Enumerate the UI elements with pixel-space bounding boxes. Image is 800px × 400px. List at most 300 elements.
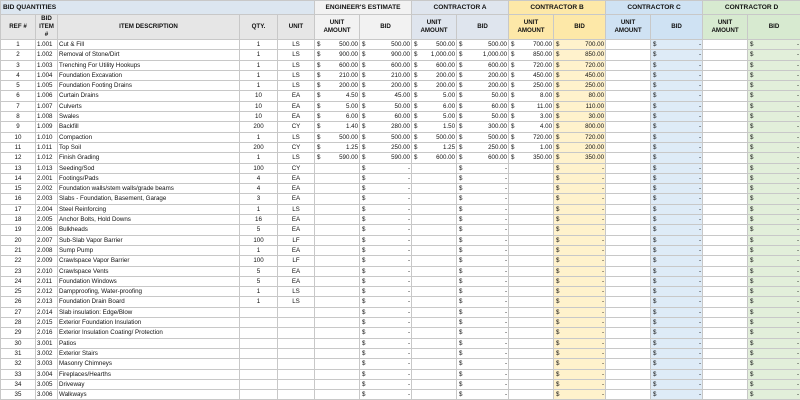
- d-unit-amount-cell[interactable]: [703, 245, 748, 255]
- a-unit-amount-cell[interactable]: [412, 379, 457, 389]
- b-unit-amount-cell[interactable]: [509, 153, 554, 163]
- b-bid-cell[interactable]: [554, 307, 606, 317]
- d-bid-cell[interactable]: [748, 256, 800, 266]
- d-unit-amount-cell[interactable]: [703, 338, 748, 348]
- d-unit-amount-cell[interactable]: [703, 266, 748, 276]
- a-bid-cell[interactable]: [457, 390, 509, 400]
- ref-cell[interactable]: 24: [1, 276, 36, 286]
- eng-bid-cell[interactable]: [360, 204, 412, 214]
- b-unit-amount-cell[interactable]: [509, 276, 554, 286]
- description-cell[interactable]: Patios: [58, 338, 240, 348]
- d-bid-cell[interactable]: [748, 153, 800, 163]
- description-cell[interactable]: Exterior Foundation Insulation: [58, 318, 240, 328]
- ref-cell[interactable]: 29: [1, 328, 36, 338]
- d-bid-cell[interactable]: [748, 348, 800, 358]
- c-bid-cell[interactable]: [651, 390, 703, 400]
- eng-bid-cell[interactable]: [360, 328, 412, 338]
- b-bid-cell[interactable]: [554, 235, 606, 245]
- c-bid-cell[interactable]: [651, 153, 703, 163]
- eng-unit-amount-cell[interactable]: [315, 245, 360, 255]
- bid-item-cell[interactable]: 2.004: [36, 204, 58, 214]
- a-unit-amount-cell[interactable]: [412, 348, 457, 358]
- c-unit-amount-cell[interactable]: [606, 225, 651, 235]
- a-unit-amount-cell[interactable]: [412, 287, 457, 297]
- description-cell[interactable]: Cut & Fill: [58, 40, 240, 50]
- eng-bid-cell[interactable]: [360, 91, 412, 101]
- c-bid-cell[interactable]: [651, 184, 703, 194]
- d-unit-amount-cell[interactable]: [703, 379, 748, 389]
- d-bid-cell[interactable]: [748, 276, 800, 286]
- eng-unit-amount-cell[interactable]: [315, 256, 360, 266]
- ref-cell[interactable]: 3: [1, 60, 36, 70]
- eng-bid-cell[interactable]: [360, 318, 412, 328]
- b-unit-amount-cell[interactable]: [509, 112, 554, 122]
- b-unit-amount-cell[interactable]: [509, 390, 554, 400]
- ref-cell[interactable]: 4: [1, 70, 36, 80]
- d-bid-cell[interactable]: [748, 338, 800, 348]
- d-unit-amount-cell[interactable]: [703, 142, 748, 152]
- ref-cell[interactable]: 13: [1, 163, 36, 173]
- c-bid-cell[interactable]: [651, 60, 703, 70]
- bid-item-cell[interactable]: 3.005: [36, 379, 58, 389]
- c-unit-amount-cell[interactable]: [606, 379, 651, 389]
- a-bid-cell[interactable]: [457, 215, 509, 225]
- qty-cell[interactable]: 100: [240, 256, 278, 266]
- eng-unit-amount-cell[interactable]: [315, 81, 360, 91]
- c-unit-amount-cell[interactable]: [606, 122, 651, 132]
- bid-item-cell[interactable]: 1.006: [36, 91, 58, 101]
- b-bid-cell[interactable]: [554, 184, 606, 194]
- a-bid-cell[interactable]: [457, 70, 509, 80]
- c-bid-cell[interactable]: [651, 328, 703, 338]
- c-bid-cell[interactable]: [651, 348, 703, 358]
- d-unit-amount-cell[interactable]: [703, 276, 748, 286]
- unit-cell[interactable]: LS: [278, 40, 315, 50]
- eng-unit-amount-cell[interactable]: [315, 369, 360, 379]
- b-bid-cell[interactable]: [554, 390, 606, 400]
- d-unit-amount-cell[interactable]: [703, 40, 748, 50]
- b-bid-cell[interactable]: [554, 50, 606, 60]
- ref-cell[interactable]: 11: [1, 142, 36, 152]
- c-unit-amount-cell[interactable]: [606, 81, 651, 91]
- ref-cell[interactable]: 5: [1, 81, 36, 91]
- b-unit-amount-cell[interactable]: [509, 142, 554, 152]
- b-unit-amount-cell[interactable]: [509, 163, 554, 173]
- c-bid-cell[interactable]: [651, 50, 703, 60]
- eng-unit-amount-cell[interactable]: [315, 215, 360, 225]
- d-bid-cell[interactable]: [748, 235, 800, 245]
- unit-cell[interactable]: LS: [278, 297, 315, 307]
- a-unit-amount-cell[interactable]: [412, 194, 457, 204]
- a-unit-amount-cell[interactable]: [412, 112, 457, 122]
- c-bid-cell[interactable]: [651, 132, 703, 142]
- a-bid-cell[interactable]: [457, 122, 509, 132]
- a-unit-amount-cell[interactable]: [412, 81, 457, 91]
- a-unit-amount-cell[interactable]: [412, 122, 457, 132]
- eng-bid-cell[interactable]: [360, 359, 412, 369]
- unit-cell[interactable]: CY: [278, 163, 315, 173]
- qty-cell[interactable]: [240, 307, 278, 317]
- bid-item-cell[interactable]: 2.003: [36, 194, 58, 204]
- c-bid-cell[interactable]: [651, 369, 703, 379]
- eng-unit-amount-cell[interactable]: [315, 235, 360, 245]
- bid-item-cell[interactable]: 1.002: [36, 50, 58, 60]
- description-cell[interactable]: Crawlspace Vents: [58, 266, 240, 276]
- description-cell[interactable]: Walkways: [58, 390, 240, 400]
- ref-cell[interactable]: 7: [1, 101, 36, 111]
- b-bid-cell[interactable]: [554, 70, 606, 80]
- bid-item-cell[interactable]: 1.007: [36, 101, 58, 111]
- b-bid-cell[interactable]: [554, 153, 606, 163]
- b-unit-amount-cell[interactable]: [509, 70, 554, 80]
- d-bid-cell[interactable]: [748, 40, 800, 50]
- a-bid-cell[interactable]: [457, 101, 509, 111]
- qty-cell[interactable]: [240, 348, 278, 358]
- c-bid-cell[interactable]: [651, 101, 703, 111]
- c-bid-cell[interactable]: [651, 194, 703, 204]
- d-unit-amount-cell[interactable]: [703, 235, 748, 245]
- a-bid-cell[interactable]: [457, 348, 509, 358]
- eng-bid-cell[interactable]: [360, 60, 412, 70]
- a-unit-amount-cell[interactable]: [412, 338, 457, 348]
- eng-bid-cell[interactable]: [360, 70, 412, 80]
- description-cell[interactable]: Steel Reinforcing: [58, 204, 240, 214]
- b-bid-cell[interactable]: [554, 163, 606, 173]
- b-bid-cell[interactable]: [554, 379, 606, 389]
- d-bid-cell[interactable]: [748, 70, 800, 80]
- bid-item-cell[interactable]: 3.006: [36, 390, 58, 400]
- qty-cell[interactable]: 5: [240, 276, 278, 286]
- eng-unit-amount-cell[interactable]: [315, 122, 360, 132]
- eng-unit-amount-cell[interactable]: [315, 348, 360, 358]
- eng-bid-cell[interactable]: [360, 297, 412, 307]
- d-unit-amount-cell[interactable]: [703, 369, 748, 379]
- description-cell[interactable]: Culverts: [58, 101, 240, 111]
- unit-cell[interactable]: EA: [278, 184, 315, 194]
- qty-cell[interactable]: 4: [240, 184, 278, 194]
- ref-cell[interactable]: 12: [1, 153, 36, 163]
- a-unit-amount-cell[interactable]: [412, 184, 457, 194]
- b-unit-amount-cell[interactable]: [509, 318, 554, 328]
- eng-bid-cell[interactable]: [360, 235, 412, 245]
- ref-cell[interactable]: 27: [1, 307, 36, 317]
- b-unit-amount-cell[interactable]: [509, 91, 554, 101]
- description-cell[interactable]: Finish Grading: [58, 153, 240, 163]
- ref-cell[interactable]: 33: [1, 369, 36, 379]
- c-unit-amount-cell[interactable]: [606, 215, 651, 225]
- b-bid-cell[interactable]: [554, 194, 606, 204]
- eng-unit-amount-cell[interactable]: [315, 225, 360, 235]
- d-bid-cell[interactable]: [748, 307, 800, 317]
- b-unit-amount-cell[interactable]: [509, 101, 554, 111]
- d-unit-amount-cell[interactable]: [703, 163, 748, 173]
- bid-item-cell[interactable]: 2.014: [36, 307, 58, 317]
- c-unit-amount-cell[interactable]: [606, 50, 651, 60]
- b-bid-cell[interactable]: [554, 122, 606, 132]
- eng-bid-cell[interactable]: [360, 390, 412, 400]
- ref-cell[interactable]: 15: [1, 184, 36, 194]
- d-bid-cell[interactable]: [748, 328, 800, 338]
- eng-bid-cell[interactable]: [360, 348, 412, 358]
- d-bid-cell[interactable]: [748, 297, 800, 307]
- b-unit-amount-cell[interactable]: [509, 81, 554, 91]
- b-unit-amount-cell[interactable]: [509, 225, 554, 235]
- eng-unit-amount-cell[interactable]: [315, 184, 360, 194]
- description-cell[interactable]: Sump Pump: [58, 245, 240, 255]
- ref-cell[interactable]: 20: [1, 235, 36, 245]
- a-bid-cell[interactable]: [457, 276, 509, 286]
- bid-item-cell[interactable]: 2.007: [36, 235, 58, 245]
- b-unit-amount-cell[interactable]: [509, 40, 554, 50]
- description-cell[interactable]: Top Soil: [58, 142, 240, 152]
- unit-cell[interactable]: EA: [278, 276, 315, 286]
- c-bid-cell[interactable]: [651, 163, 703, 173]
- d-bid-cell[interactable]: [748, 204, 800, 214]
- qty-cell[interactable]: [240, 359, 278, 369]
- d-unit-amount-cell[interactable]: [703, 194, 748, 204]
- eng-unit-amount-cell[interactable]: [315, 307, 360, 317]
- bid-item-cell[interactable]: 3.002: [36, 348, 58, 358]
- qty-cell[interactable]: 10: [240, 91, 278, 101]
- ref-cell[interactable]: 25: [1, 287, 36, 297]
- c-unit-amount-cell[interactable]: [606, 40, 651, 50]
- b-bid-cell[interactable]: [554, 276, 606, 286]
- c-unit-amount-cell[interactable]: [606, 328, 651, 338]
- a-unit-amount-cell[interactable]: [412, 318, 457, 328]
- eng-bid-cell[interactable]: [360, 50, 412, 60]
- unit-cell[interactable]: EA: [278, 266, 315, 276]
- eng-bid-cell[interactable]: [360, 142, 412, 152]
- c-bid-cell[interactable]: [651, 215, 703, 225]
- qty-cell[interactable]: 1: [240, 297, 278, 307]
- d-bid-cell[interactable]: [748, 132, 800, 142]
- unit-cell[interactable]: [278, 390, 315, 400]
- ref-cell[interactable]: 32: [1, 359, 36, 369]
- a-unit-amount-cell[interactable]: [412, 40, 457, 50]
- d-unit-amount-cell[interactable]: [703, 184, 748, 194]
- c-bid-cell[interactable]: [651, 225, 703, 235]
- qty-cell[interactable]: 1: [240, 50, 278, 60]
- a-bid-cell[interactable]: [457, 153, 509, 163]
- unit-cell[interactable]: LF: [278, 235, 315, 245]
- unit-cell[interactable]: LS: [278, 287, 315, 297]
- d-bid-cell[interactable]: [748, 215, 800, 225]
- c-unit-amount-cell[interactable]: [606, 101, 651, 111]
- bid-item-cell[interactable]: 2.002: [36, 184, 58, 194]
- d-bid-cell[interactable]: [748, 122, 800, 132]
- eng-bid-cell[interactable]: [360, 194, 412, 204]
- description-cell[interactable]: Foundation Footing Drains: [58, 81, 240, 91]
- c-unit-amount-cell[interactable]: [606, 359, 651, 369]
- qty-cell[interactable]: 1: [240, 204, 278, 214]
- d-bid-cell[interactable]: [748, 101, 800, 111]
- eng-unit-amount-cell[interactable]: [315, 359, 360, 369]
- unit-cell[interactable]: EA: [278, 91, 315, 101]
- a-bid-cell[interactable]: [457, 318, 509, 328]
- description-cell[interactable]: Exterior Insulation Coating/ Protection: [58, 328, 240, 338]
- a-bid-cell[interactable]: [457, 91, 509, 101]
- a-bid-cell[interactable]: [457, 245, 509, 255]
- unit-cell[interactable]: [278, 369, 315, 379]
- c-bid-cell[interactable]: [651, 173, 703, 183]
- c-bid-cell[interactable]: [651, 70, 703, 80]
- bid-item-cell[interactable]: 2.010: [36, 266, 58, 276]
- b-unit-amount-cell[interactable]: [509, 50, 554, 60]
- eng-unit-amount-cell[interactable]: [315, 297, 360, 307]
- qty-cell[interactable]: 1: [240, 81, 278, 91]
- qty-cell[interactable]: 100: [240, 163, 278, 173]
- b-bid-cell[interactable]: [554, 91, 606, 101]
- d-unit-amount-cell[interactable]: [703, 173, 748, 183]
- b-unit-amount-cell[interactable]: [509, 307, 554, 317]
- eng-unit-amount-cell[interactable]: [315, 266, 360, 276]
- unit-cell[interactable]: EA: [278, 245, 315, 255]
- bid-item-cell[interactable]: 1.012: [36, 153, 58, 163]
- ref-cell[interactable]: 22: [1, 256, 36, 266]
- b-bid-cell[interactable]: [554, 338, 606, 348]
- qty-cell[interactable]: 1: [240, 132, 278, 142]
- d-unit-amount-cell[interactable]: [703, 307, 748, 317]
- description-cell[interactable]: Exterior Stairs: [58, 348, 240, 358]
- unit-cell[interactable]: LS: [278, 132, 315, 142]
- c-unit-amount-cell[interactable]: [606, 307, 651, 317]
- unit-cell[interactable]: LF: [278, 256, 315, 266]
- eng-bid-cell[interactable]: [360, 307, 412, 317]
- a-bid-cell[interactable]: [457, 297, 509, 307]
- c-unit-amount-cell[interactable]: [606, 91, 651, 101]
- c-unit-amount-cell[interactable]: [606, 369, 651, 379]
- description-cell[interactable]: Anchor Bolts, Hold Downs: [58, 215, 240, 225]
- description-cell[interactable]: Foundation Drain Board: [58, 297, 240, 307]
- a-unit-amount-cell[interactable]: [412, 245, 457, 255]
- a-bid-cell[interactable]: [457, 163, 509, 173]
- c-unit-amount-cell[interactable]: [606, 142, 651, 152]
- eng-unit-amount-cell[interactable]: [315, 379, 360, 389]
- qty-cell[interactable]: 1: [240, 287, 278, 297]
- a-unit-amount-cell[interactable]: [412, 142, 457, 152]
- bid-item-cell[interactable]: 2.016: [36, 328, 58, 338]
- c-unit-amount-cell[interactable]: [606, 245, 651, 255]
- bid-item-cell[interactable]: 2.011: [36, 276, 58, 286]
- eng-unit-amount-cell[interactable]: [315, 101, 360, 111]
- bid-item-cell[interactable]: 1.010: [36, 132, 58, 142]
- eng-unit-amount-cell[interactable]: [315, 70, 360, 80]
- a-unit-amount-cell[interactable]: [412, 307, 457, 317]
- b-bid-cell[interactable]: [554, 81, 606, 91]
- c-bid-cell[interactable]: [651, 379, 703, 389]
- unit-cell[interactable]: EA: [278, 215, 315, 225]
- ref-cell[interactable]: 26: [1, 297, 36, 307]
- c-bid-cell[interactable]: [651, 266, 703, 276]
- a-unit-amount-cell[interactable]: [412, 173, 457, 183]
- unit-cell[interactable]: EA: [278, 173, 315, 183]
- b-unit-amount-cell[interactable]: [509, 194, 554, 204]
- d-bid-cell[interactable]: [748, 60, 800, 70]
- b-unit-amount-cell[interactable]: [509, 266, 554, 276]
- description-cell[interactable]: Slabs - Foundation, Basement, Garage: [58, 194, 240, 204]
- a-bid-cell[interactable]: [457, 379, 509, 389]
- description-cell[interactable]: Foundation Excavation: [58, 70, 240, 80]
- unit-cell[interactable]: [278, 348, 315, 358]
- eng-bid-cell[interactable]: [360, 266, 412, 276]
- a-bid-cell[interactable]: [457, 132, 509, 142]
- c-bid-cell[interactable]: [651, 359, 703, 369]
- b-unit-amount-cell[interactable]: [509, 132, 554, 142]
- qty-cell[interactable]: [240, 338, 278, 348]
- bid-item-cell[interactable]: 2.008: [36, 245, 58, 255]
- b-bid-cell[interactable]: [554, 287, 606, 297]
- a-bid-cell[interactable]: [457, 225, 509, 235]
- c-bid-cell[interactable]: [651, 204, 703, 214]
- description-cell[interactable]: Driveway: [58, 379, 240, 389]
- b-bid-cell[interactable]: [554, 328, 606, 338]
- b-bid-cell[interactable]: [554, 40, 606, 50]
- c-unit-amount-cell[interactable]: [606, 256, 651, 266]
- c-bid-cell[interactable]: [651, 40, 703, 50]
- b-unit-amount-cell[interactable]: [509, 215, 554, 225]
- d-bid-cell[interactable]: [748, 81, 800, 91]
- eng-unit-amount-cell[interactable]: [315, 173, 360, 183]
- c-bid-cell[interactable]: [651, 245, 703, 255]
- ref-cell[interactable]: 2: [1, 50, 36, 60]
- unit-cell[interactable]: EA: [278, 194, 315, 204]
- d-unit-amount-cell[interactable]: [703, 153, 748, 163]
- b-bid-cell[interactable]: [554, 215, 606, 225]
- ref-cell[interactable]: 30: [1, 338, 36, 348]
- a-bid-cell[interactable]: [457, 235, 509, 245]
- d-unit-amount-cell[interactable]: [703, 50, 748, 60]
- a-unit-amount-cell[interactable]: [412, 163, 457, 173]
- eng-unit-amount-cell[interactable]: [315, 40, 360, 50]
- eng-unit-amount-cell[interactable]: [315, 91, 360, 101]
- description-cell[interactable]: Seeding/Sod: [58, 163, 240, 173]
- b-bid-cell[interactable]: [554, 369, 606, 379]
- a-unit-amount-cell[interactable]: [412, 266, 457, 276]
- unit-cell[interactable]: EA: [278, 101, 315, 111]
- a-bid-cell[interactable]: [457, 194, 509, 204]
- ref-cell[interactable]: 9: [1, 122, 36, 132]
- d-bid-cell[interactable]: [748, 287, 800, 297]
- eng-unit-amount-cell[interactable]: [315, 390, 360, 400]
- description-cell[interactable]: Removal of Stone/Dirt: [58, 50, 240, 60]
- d-bid-cell[interactable]: [748, 359, 800, 369]
- eng-bid-cell[interactable]: [360, 245, 412, 255]
- ref-cell[interactable]: 28: [1, 318, 36, 328]
- d-unit-amount-cell[interactable]: [703, 348, 748, 358]
- unit-cell[interactable]: [278, 307, 315, 317]
- qty-cell[interactable]: 1: [240, 40, 278, 50]
- d-unit-amount-cell[interactable]: [703, 91, 748, 101]
- qty-cell[interactable]: 10: [240, 101, 278, 111]
- eng-unit-amount-cell[interactable]: [315, 163, 360, 173]
- a-unit-amount-cell[interactable]: [412, 132, 457, 142]
- c-unit-amount-cell[interactable]: [606, 204, 651, 214]
- ref-cell[interactable]: 16: [1, 194, 36, 204]
- ref-cell[interactable]: 19: [1, 225, 36, 235]
- a-bid-cell[interactable]: [457, 40, 509, 50]
- a-bid-cell[interactable]: [457, 50, 509, 60]
- b-unit-amount-cell[interactable]: [509, 235, 554, 245]
- d-unit-amount-cell[interactable]: [703, 297, 748, 307]
- a-unit-amount-cell[interactable]: [412, 204, 457, 214]
- c-unit-amount-cell[interactable]: [606, 297, 651, 307]
- eng-bid-cell[interactable]: [360, 112, 412, 122]
- a-bid-cell[interactable]: [457, 184, 509, 194]
- d-unit-amount-cell[interactable]: [703, 359, 748, 369]
- ref-cell[interactable]: 10: [1, 132, 36, 142]
- a-unit-amount-cell[interactable]: [412, 369, 457, 379]
- description-cell[interactable]: Fireplaces/Hearths: [58, 369, 240, 379]
